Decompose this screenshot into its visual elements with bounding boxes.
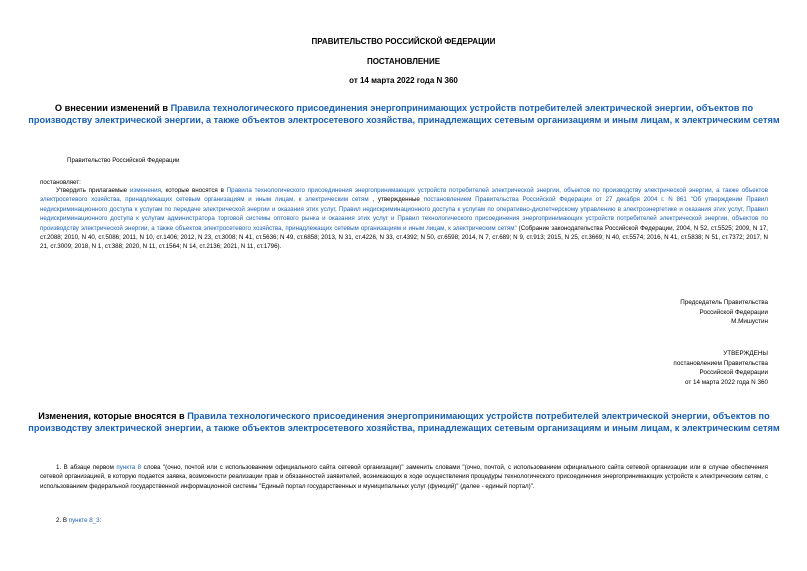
resolution-861-link[interactable]: постановлением Правительства Российской Федерации от 27 декабря 2004 г. N 861 "Об утверждении Правил недискриминационного доступа к услугам по передаче электрической энергии и оказания этих услуг, Правил недискриминационного доступа к услугам по оперативно-диспетчерскому управлению в электроэнергетике и оказания этих услуг, Правил недискриминационного доступа к услугам администратора торговой системы оптового рынка и оказания этих услуг и Правил технологического присоединения энергопринимающих устройств потребителей электрической энергии, объектов по производству электрической энергии, а также объектов электросетевого хозяйства, принадлежащих сетевым организациям и иным лицам, к электрическим сетям" — [40, 196, 768, 232]
point-8-3-link[interactable]: пункте 8_3 — [68, 517, 100, 524]
decree-text-4: (Собрание законодательства Российской Федерации, 2004, N 52, ст.5525; 2009, N 17, ст.2088; 2010, N 40, ст.5086; 2011, N 10, ст.1406; 2012, N 23, ст.3008; N 41, ст.5636; N 49, ст.6858; 2013, N 31, ст.4226, N 33, ст.4392; N 50, ст.6598; 2014, N 7, ст.689; N 9, ст.913; 2015, N 25, ст.3669; N 40, ст.5574; 2016, N 41, ст.5838; N 51, ст.7372; 2017, N 21, ст.3009; 2018, N 1, ст.388; 2020, N 11, ст.1564; N 14, ст.2136; 2021, N 11, ст.1796). — [40, 224, 768, 251]
decree-text-3: , утвержденные — [368, 196, 424, 204]
item-2-text-1: 2. В — [56, 517, 69, 524]
rules-link[interactable]: Правила технологического присоединения энергопринимающих устройств потребителей электрической энергии, объектов по производству электрической энергии, а также объектов электросетевого хозяйства, принадлежащих сетевым организациям и иным лицам, к электрическим сетям — [28, 103, 780, 125]
changes-link[interactable]: изменения — [129, 187, 161, 194]
item-2-text-2: : — [99, 517, 102, 524]
government-line: Правительство Российской Федерации — [67, 157, 180, 164]
approved-line-4: от 14 марта 2022 года N 360 — [684, 378, 768, 386]
item-2-paragraph — [56, 516, 101, 525]
item-1-paragraph — [40, 463, 768, 491]
signature-line-1: Председатель Правительства — [680, 299, 768, 306]
government-heading: ПРАВИТЕЛЬСТВО РОССИЙСКОЙ ФЕДЕРАЦИИ — [311, 37, 496, 46]
signature-name: М.Мишустин — [731, 318, 768, 326]
changes-title-prefix: Изменения, которые вносятся в — [38, 411, 188, 421]
approved-line-1: УТВЕРЖДЕНЫ — [723, 350, 768, 357]
document-date-number: от 14 марта 2022 года N 360 — [349, 76, 458, 85]
rules-link-2[interactable]: Правила технологического присоединения энергопринимающих устройств потребителей электрической энергии, объектов по производству электрической энергии, а также объектов электросетевого хозяйства, принадлежащих сетевым организациям и иным лицам, к электрическим сетям — [40, 187, 768, 204]
approved-line-2: постановлением Правительства — [673, 359, 768, 367]
document-type: ПОСТАНОВЛЕНИЕ — [366, 57, 441, 66]
document-title — [24, 103, 784, 126]
signature-line-2: Российской Федерации — [699, 308, 768, 316]
item-1-text-1: 1. В абзаце первом — [56, 464, 117, 471]
point-8-link[interactable]: пункта 8 — [116, 464, 142, 471]
decree-paragraph — [40, 186, 768, 252]
decree-text-1: Утвердить прилагаемые — [56, 187, 130, 194]
decree-text-2: , которые вносятся в — [161, 187, 227, 194]
changes-title — [24, 411, 784, 434]
approved-block — [560, 349, 768, 387]
rules-link-3[interactable]: Правила технологического присоединения энергопринимающих устройств потребителей электрической энергии, объектов по производству электрической энергии, а также объектов электросетевого хозяйства, принадлежащих сетевым организациям и иным лицам, к электрическим сетям — [28, 411, 780, 433]
signature-block — [560, 298, 768, 327]
approved-line-3: Российской Федерации — [699, 369, 768, 377]
title-prefix: О внесении изменений в — [54, 103, 171, 113]
decides-line: постановляет: — [40, 179, 81, 186]
item-1-text-2: слова "(очно, почтой или с использованием официального сайта сетевой организации)" заменить словами "(очно, почтой, с использованием официального сайта сетевой организации или в случае обеспечения сетевой организацией, в которую подается заявка, возможности реализации прав и обязанностей заявителей, возникающих в ходе осуществления процедуры технологического присоединения энергопринимающих устройств к электрическим сетям, с использованием федеральной государственной информационной системы "Единый портал государственных и муниципальных услуг (функций)" (далее - единый портал)". — [40, 464, 768, 490]
